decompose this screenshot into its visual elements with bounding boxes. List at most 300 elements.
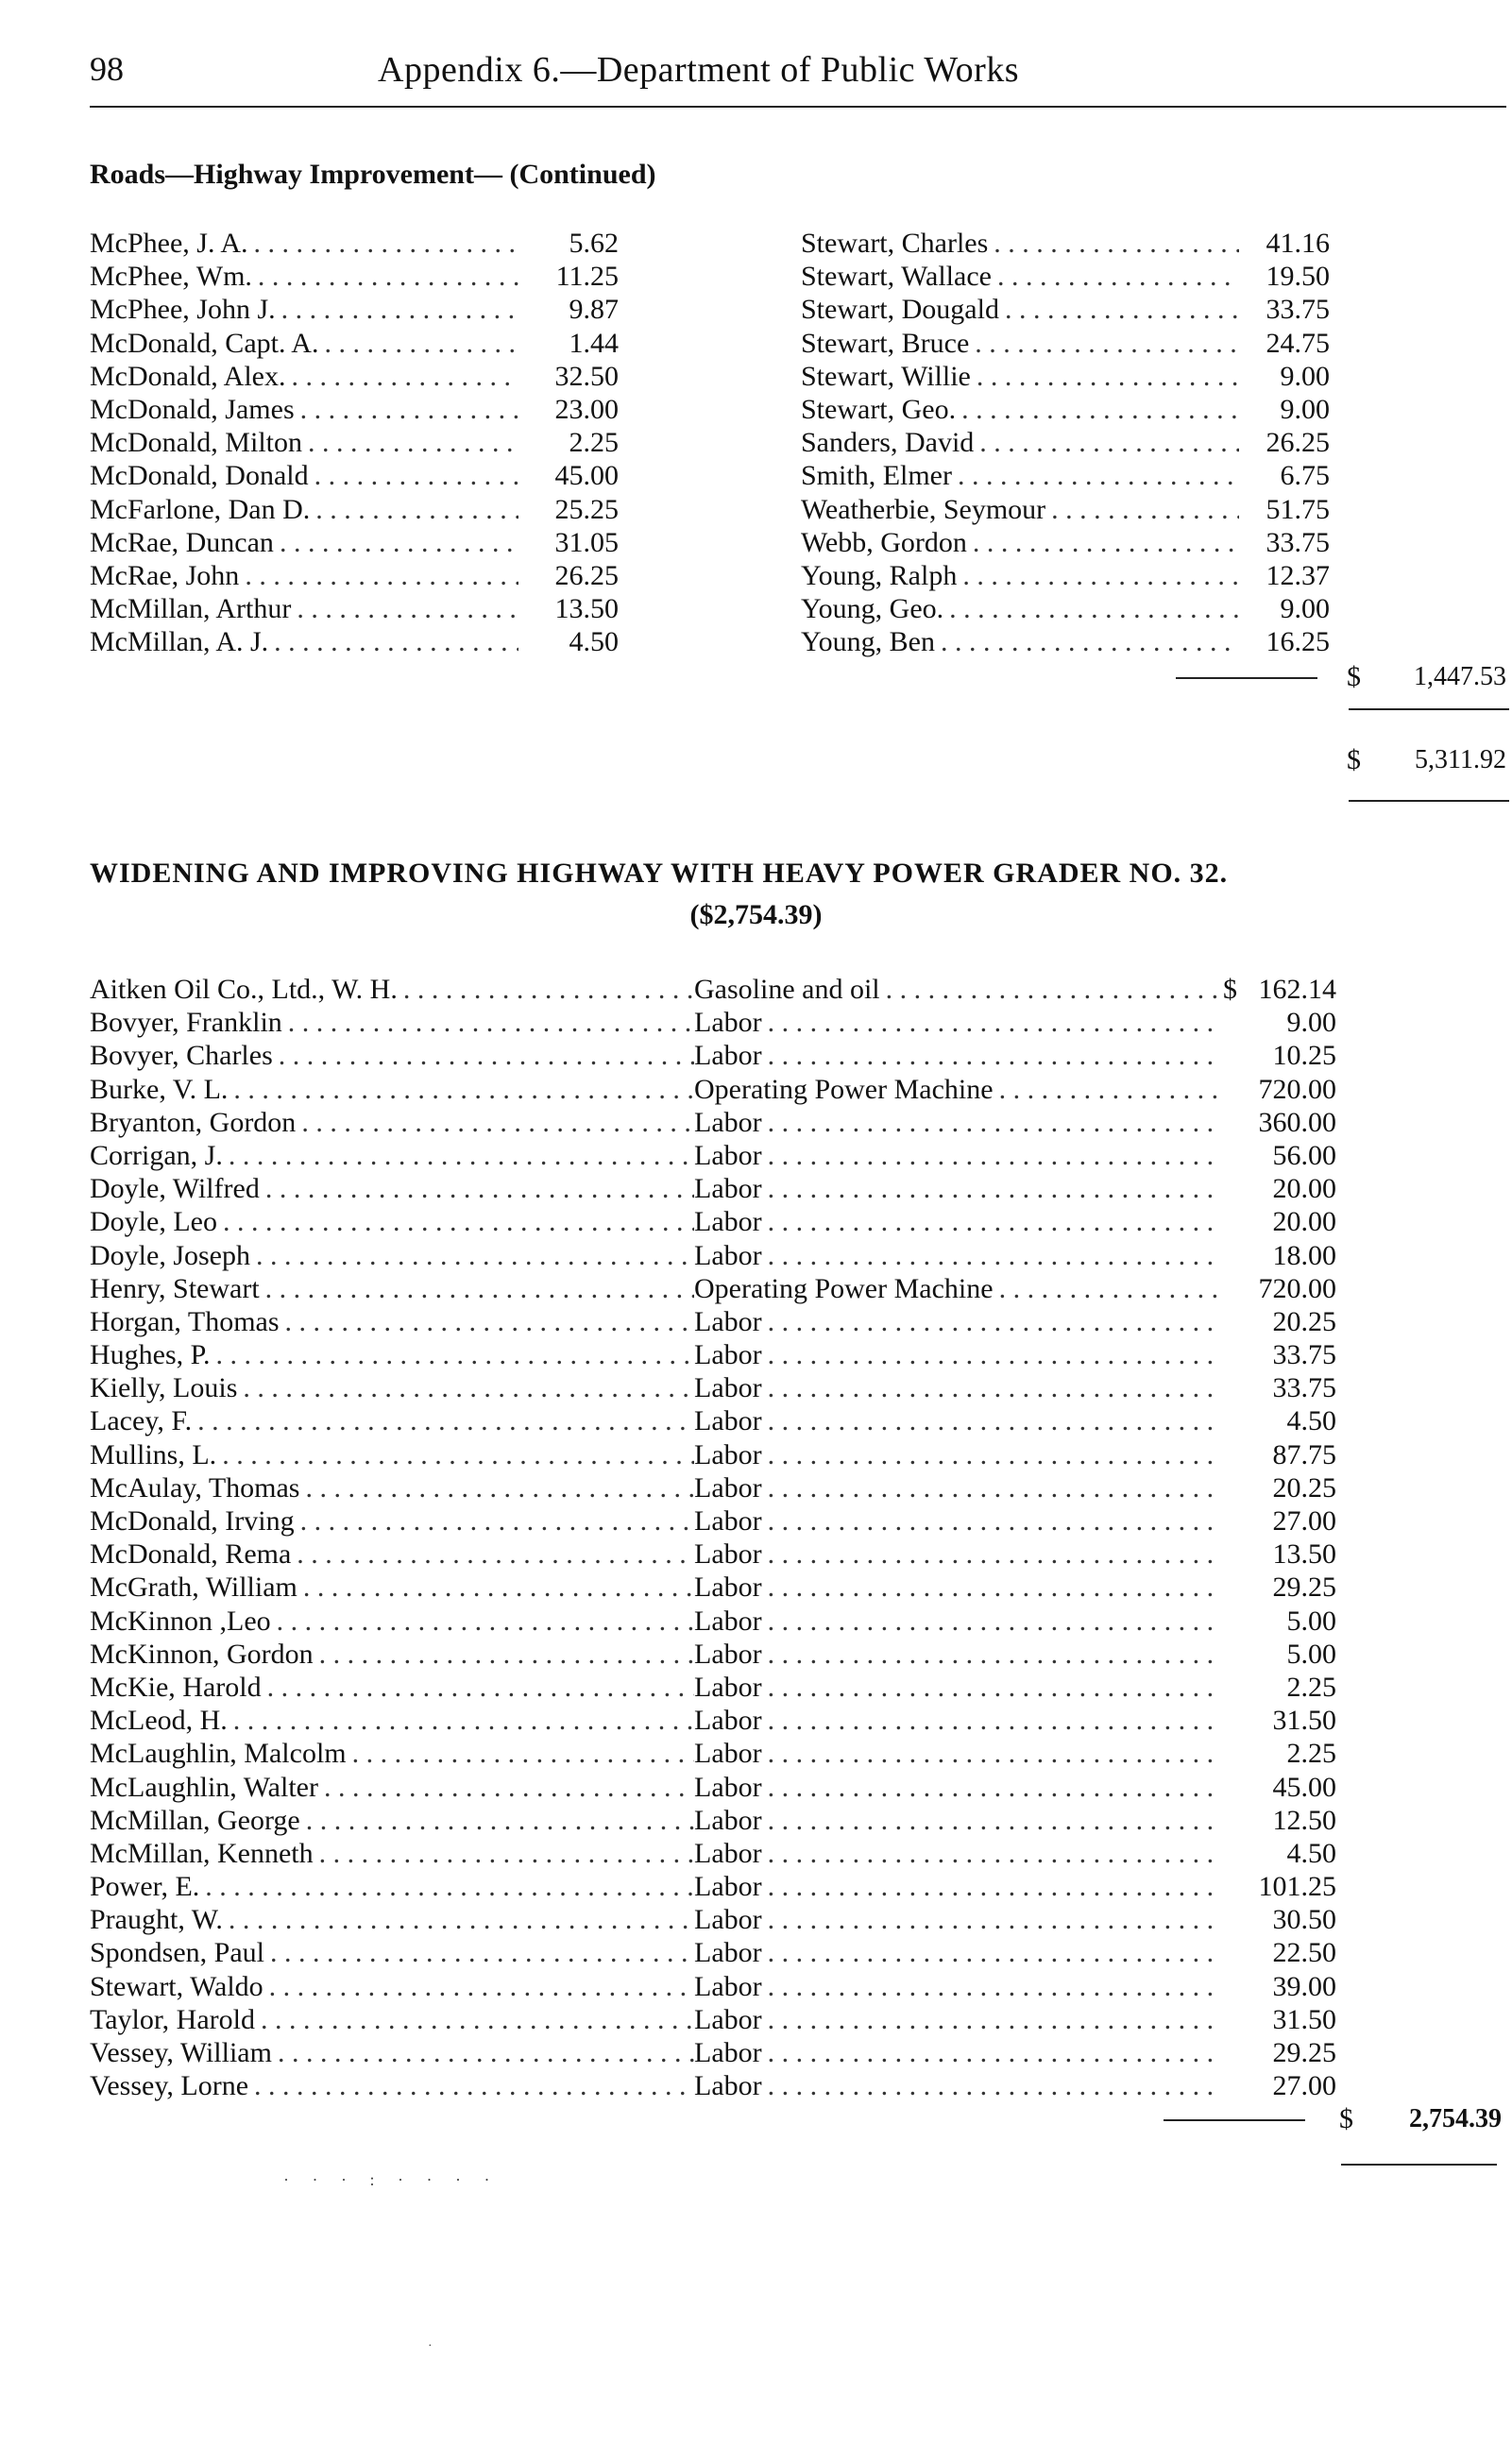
dot-leader (229, 1139, 694, 1172)
expense-amount: 27.00 (1272, 1505, 1336, 1537)
expense-name: McKie, Harold (90, 1671, 262, 1703)
payee-amount: 19.50 (1266, 261, 1330, 293)
expense-name: Aitken Oil Co., Ltd., W. H. (90, 974, 398, 1005)
expense-amount: 33.75 (1272, 1372, 1336, 1404)
expense-name: McMillan, Kenneth (90, 1837, 314, 1869)
payee-name: McPhee, John J. (90, 294, 276, 326)
expense-desc-cell (694, 2003, 1223, 2036)
expense-desc-cell (694, 1538, 1223, 1571)
expense-description: Labor (694, 1638, 762, 1670)
expense-row (90, 973, 1336, 1006)
section-subtitle: ($2,754.39) (689, 899, 823, 930)
expense-name-cell (90, 2003, 694, 2036)
dot-leader (1005, 293, 1239, 326)
payee-amount: 16.25 (1266, 626, 1330, 658)
expense-row (90, 1671, 1336, 1704)
dot-leader (999, 1073, 1219, 1106)
payee-name: McDonald, Alex. (90, 360, 286, 392)
expense-amount: 31.50 (1272, 2003, 1336, 2035)
expense-amount: 360.00 (1258, 1106, 1336, 1138)
dot-leader (222, 1438, 694, 1471)
expense-name-cell (90, 1073, 694, 1106)
expense-description: Labor (694, 1438, 762, 1470)
payee-name: McPhee, Wm. (90, 261, 252, 293)
payee-name: Young, Geo. (801, 593, 944, 625)
payee-name: McMillan, Arthur (90, 593, 292, 625)
expense-row (90, 1438, 1336, 1471)
expense-name-cell (90, 2069, 694, 2102)
dot-leader (233, 1704, 694, 1737)
payee-row (90, 493, 619, 526)
payee-row (90, 426, 619, 459)
dot-leader (999, 1272, 1219, 1305)
expense-amount: 56.00 (1272, 1139, 1336, 1171)
dot-leader (305, 1471, 694, 1504)
expense-amount: 45.00 (1272, 1771, 1336, 1803)
payee-amount: 5.62 (569, 228, 619, 259)
payee-row (801, 426, 1330, 459)
dot-leader (265, 1272, 694, 1305)
dot-leader (269, 1970, 694, 2003)
dot-leader (303, 1571, 694, 1604)
dot-leader (306, 1804, 694, 1837)
expense-name-cell (90, 1106, 694, 1139)
dot-leader (958, 459, 1239, 492)
expense-desc-cell (694, 1771, 1223, 1804)
expense-row (90, 2003, 1336, 2036)
expense-name-cell (90, 1571, 694, 1604)
dot-leader (768, 1605, 1219, 1638)
expense-description: Labor (694, 1239, 762, 1271)
dot-leader (768, 1704, 1219, 1737)
expense-amount: 162.14 (1258, 974, 1336, 1005)
dot-leader (768, 1438, 1219, 1471)
payee-list-left (90, 227, 619, 658)
expense-name: Bovyer, Franklin (90, 1007, 282, 1039)
expense-description: Labor (694, 1937, 762, 1969)
expense-description: Labor (694, 2037, 762, 2068)
dot-leader (265, 1172, 694, 1205)
payee-row (90, 360, 619, 393)
dot-leader (324, 1771, 694, 1804)
payee-amount: 12.37 (1266, 559, 1330, 591)
expense-row (90, 1272, 1336, 1305)
expense-desc-cell (694, 1371, 1223, 1404)
expense-name-cell (90, 973, 694, 1006)
expense-name-cell (90, 1371, 694, 1404)
expense-row (90, 1737, 1336, 1770)
payee-name: Weatherbie, Seymour (801, 493, 1046, 525)
grader-total-amount: 2,754.39 (1409, 2104, 1502, 2133)
expense-name: Hughes, P. (90, 1339, 211, 1371)
payee-amount: 13.50 (554, 593, 619, 625)
expense-row (90, 1638, 1336, 1671)
expense-row (90, 1073, 1336, 1106)
expense-row (90, 1970, 1336, 2003)
expense-name-cell (90, 1903, 694, 1936)
dot-leader (973, 526, 1239, 559)
expense-description: Labor (694, 1871, 762, 1903)
payee-name: Stewart, Geo. (801, 393, 957, 425)
grader-expense-table (90, 973, 1336, 2102)
dot-leader (319, 1837, 694, 1870)
dot-leader (768, 1404, 1219, 1437)
dot-leader (233, 1073, 694, 1106)
expense-name-cell (90, 1837, 694, 1870)
payee-row (90, 625, 619, 658)
expense-name: Stewart, Waldo (90, 1970, 263, 2002)
payee-row (801, 260, 1330, 293)
dot-leader (223, 1205, 694, 1238)
expense-description: Labor (694, 1970, 762, 2002)
expense-row (90, 1771, 1336, 1804)
dot-leader (314, 459, 518, 492)
payee-amount: 26.25 (554, 559, 619, 591)
dot-leader (768, 1771, 1219, 1804)
payee-row (90, 227, 619, 260)
expense-amount: 720.00 (1258, 1073, 1336, 1105)
dot-leader (768, 1870, 1219, 1903)
expense-name: Vessey, William (90, 2037, 272, 2068)
dot-leader (301, 1106, 694, 1139)
dot-leader (768, 1671, 1219, 1704)
subtotal-dollar-sign: $ (1347, 661, 1361, 692)
payee-row (801, 559, 1330, 592)
expense-amount: 5.00 (1286, 1605, 1336, 1637)
payee-row (801, 592, 1330, 625)
expense-row (90, 1172, 1336, 1205)
expense-name: McGrath, William (90, 1572, 297, 1604)
dot-leader (197, 1404, 694, 1437)
expense-amount: 20.25 (1272, 1471, 1336, 1504)
payee-amount: 9.00 (1280, 360, 1330, 392)
expense-name-cell (90, 1804, 694, 1837)
payee-name: Smith, Elmer (801, 460, 952, 492)
expense-name: McLaughlin, Malcolm (90, 1738, 347, 1770)
expense-desc-cell (694, 1936, 1223, 1969)
subtotal-amount: 1,447.53 (1414, 662, 1506, 691)
expense-name: Doyle, Joseph (90, 1239, 250, 1271)
dot-leader (941, 625, 1239, 658)
dot-leader (975, 327, 1239, 360)
header-rule (90, 106, 1506, 108)
dot-leader (768, 1371, 1219, 1404)
expense-description: Labor (694, 1572, 762, 1604)
dot-leader (997, 260, 1239, 293)
subtotal-rule (1176, 677, 1317, 679)
expense-name: Corrigan, J. (90, 1139, 223, 1171)
expense-name-cell (90, 1671, 694, 1704)
expense-description: Operating Power Machine (694, 1272, 994, 1304)
expense-name-cell (90, 1936, 694, 1969)
payee-row (801, 293, 1330, 326)
dot-leader (768, 1172, 1219, 1205)
payee-name: Young, Ben (801, 626, 935, 658)
payee-name: McDonald, Capt. A. (90, 327, 319, 359)
print-speckle: · · · : · · · · (283, 2170, 500, 2189)
grader-subtotal-rule (1164, 2119, 1305, 2121)
expense-amount: 10.25 (1272, 1040, 1336, 1072)
section-total-amount: 5,311.92 (1415, 745, 1506, 774)
expense-description: Labor (694, 1173, 762, 1205)
expense-desc-cell (694, 1605, 1223, 1638)
dot-leader (768, 1504, 1219, 1538)
expense-amount: 33.75 (1272, 1339, 1336, 1371)
dot-leader (258, 260, 518, 293)
expense-amount: 20.00 (1272, 1206, 1336, 1238)
expense-amount: 29.25 (1272, 1572, 1336, 1604)
dot-leader (277, 1605, 694, 1638)
expense-name-cell (90, 1638, 694, 1671)
expense-row (90, 1404, 1336, 1437)
continued-heading: Roads—Highway Improvement— (Continued) (90, 159, 656, 190)
payee-amount: 33.75 (1266, 294, 1330, 326)
expense-description: Labor (694, 1837, 762, 1869)
payee-list-right (801, 227, 1330, 658)
expense-description: Labor (694, 1139, 762, 1171)
dot-leader (254, 2069, 694, 2102)
expense-desc-cell (694, 1804, 1223, 1837)
expense-description: Labor (694, 1106, 762, 1138)
expense-description: Labor (694, 1605, 762, 1637)
expense-description: Labor (694, 1305, 762, 1337)
expense-amount: 20.25 (1272, 1305, 1336, 1337)
expense-name: Praught, W. (90, 1904, 223, 1936)
expense-description: Labor (694, 1339, 762, 1371)
expense-desc-cell (694, 1106, 1223, 1139)
expense-description: Labor (694, 1405, 762, 1437)
expense-description: Labor (694, 1007, 762, 1039)
payee-amount: 31.05 (554, 526, 619, 558)
dot-leader (994, 227, 1239, 260)
expense-name-cell (90, 2036, 694, 2069)
expense-desc-cell (694, 1870, 1223, 1903)
expense-amount: 5.00 (1286, 1638, 1336, 1670)
expense-row (90, 1837, 1336, 1870)
payee-amount: 6.75 (1280, 460, 1330, 492)
expense-row (90, 1471, 1336, 1504)
expense-name-cell (90, 1272, 694, 1305)
payee-name: McDonald, Milton (90, 427, 302, 459)
expense-row (90, 1538, 1336, 1571)
payee-row (801, 227, 1330, 260)
expense-name-cell (90, 1538, 694, 1571)
expense-desc-cell (694, 1671, 1223, 1704)
expense-row (90, 1338, 1336, 1371)
expense-amount: 18.00 (1272, 1239, 1336, 1271)
expense-row (90, 1006, 1336, 1039)
dot-leader (768, 1139, 1219, 1172)
dot-leader (768, 2069, 1219, 2102)
expense-amount: 2.25 (1286, 1671, 1336, 1703)
payee-amount: 24.75 (1266, 327, 1330, 359)
expense-amount: 39.00 (1272, 1970, 1336, 2002)
expense-name: Lacey, F. (90, 1405, 193, 1437)
dot-leader (768, 1039, 1219, 1072)
dot-leader (962, 559, 1239, 592)
dot-leader (886, 973, 1219, 1006)
expense-name-cell (90, 1970, 694, 2003)
expense-name: McDonald, Irving (90, 1505, 295, 1537)
payee-name: Young, Ralph (801, 559, 958, 591)
dot-leader (768, 1936, 1219, 1969)
expense-description: Labor (694, 1372, 762, 1404)
payee-name: Stewart, Willie (801, 360, 971, 392)
expense-amount: 13.50 (1272, 1538, 1336, 1571)
expense-dollar-sign: $ (1223, 974, 1237, 1005)
expense-name-cell (90, 1172, 694, 1205)
expense-name: McMillan, George (90, 1804, 300, 1836)
expense-name: Bovyer, Charles (90, 1040, 273, 1072)
expense-amount: 101.25 (1258, 1871, 1336, 1903)
dot-leader (245, 559, 518, 592)
expense-desc-cell (694, 2069, 1223, 2102)
dot-leader (352, 1737, 694, 1770)
expense-name-cell (90, 1404, 694, 1437)
expense-desc-cell (694, 1305, 1223, 1338)
expense-name: McDonald, Rema (90, 1538, 292, 1571)
dot-leader (768, 1305, 1219, 1338)
dot-leader (768, 1804, 1219, 1837)
expense-row (90, 2069, 1336, 2102)
payee-amount: 33.75 (1266, 526, 1330, 558)
dot-leader (768, 1737, 1219, 1770)
expense-row (90, 1903, 1336, 1936)
payee-amount: 1.44 (569, 327, 619, 359)
expense-description: Labor (694, 1904, 762, 1936)
dot-leader (308, 426, 518, 459)
expense-name-cell (90, 1504, 694, 1538)
expense-row (90, 1936, 1336, 1969)
expense-amount: 31.50 (1272, 1705, 1336, 1737)
payee-row (90, 327, 619, 360)
expense-description: Labor (694, 1040, 762, 1072)
payee-row (801, 327, 1330, 360)
dot-leader (403, 973, 694, 1006)
payee-amount: 23.00 (554, 393, 619, 425)
expense-name: Burke, V. L. (90, 1073, 229, 1105)
payee-amount: 25.25 (554, 493, 619, 525)
expense-description: Labor (694, 2003, 762, 2035)
expense-description: Labor (694, 1804, 762, 1836)
payee-row (90, 293, 619, 326)
expense-row (90, 1239, 1336, 1272)
payee-row (801, 393, 1330, 426)
dot-leader (768, 1538, 1219, 1571)
expense-amount: 4.50 (1286, 1405, 1336, 1437)
dot-leader (256, 1239, 694, 1272)
dot-leader (280, 526, 518, 559)
expense-row (90, 1205, 1336, 1238)
expense-desc-cell (694, 1638, 1223, 1671)
payee-amount: 45.00 (554, 460, 619, 492)
expense-row (90, 1704, 1336, 1737)
dot-leader (961, 393, 1239, 426)
payee-row (801, 625, 1330, 658)
expense-description: Gasoline and oil (694, 974, 880, 1005)
dot-leader (315, 493, 518, 526)
payee-amount: 9.00 (1280, 393, 1330, 425)
dot-leader (768, 2036, 1219, 2069)
dot-leader (279, 1039, 694, 1072)
expense-name: Vessey, Lorne (90, 2070, 249, 2102)
payee-name: Stewart, Wallace (801, 261, 992, 293)
expense-description: Operating Power Machine (694, 1073, 994, 1105)
payee-amount: 4.50 (569, 626, 619, 658)
expense-name: Bryanton, Gordon (90, 1106, 297, 1138)
payee-name: McDonald, Donald (90, 460, 309, 492)
payee-name: McPhee, J. A. (90, 228, 248, 259)
dot-leader (768, 1338, 1219, 1371)
dot-leader (949, 592, 1239, 625)
expense-row (90, 1571, 1336, 1604)
expense-name: McKinnon ,Leo (90, 1605, 271, 1637)
expense-name-cell (90, 1605, 694, 1638)
dot-leader (285, 1305, 694, 1338)
expense-name: McAulay, Thomas (90, 1471, 300, 1504)
payee-row (801, 459, 1330, 492)
expense-desc-cell (694, 1438, 1223, 1471)
dot-leader (267, 1671, 694, 1704)
payee-row (90, 260, 619, 293)
expense-name-cell (90, 1205, 694, 1238)
expense-name-cell (90, 1338, 694, 1371)
expense-name-cell (90, 1704, 694, 1737)
expense-name-cell (90, 1771, 694, 1804)
expense-desc-cell (694, 1471, 1223, 1504)
expense-name-cell (90, 1039, 694, 1072)
expense-amount: 87.75 (1272, 1438, 1336, 1470)
expense-amount: 27.00 (1272, 2070, 1336, 2102)
dot-leader (768, 2003, 1219, 2036)
expense-name-cell (90, 1438, 694, 1471)
expense-row (90, 1039, 1336, 1072)
expense-description: Labor (694, 1771, 762, 1803)
dot-leader (768, 1571, 1219, 1604)
expense-row (90, 1504, 1336, 1538)
expense-desc-cell (694, 2036, 1223, 2069)
dot-leader (768, 1239, 1219, 1272)
expense-description: Labor (694, 1738, 762, 1770)
expense-description: Labor (694, 1206, 762, 1238)
total-rule-bottom (1349, 800, 1509, 802)
expense-desc-cell (694, 1239, 1223, 1272)
expense-desc-cell (694, 1139, 1223, 1172)
payee-name: McDonald, James (90, 393, 295, 425)
dot-leader (768, 1471, 1219, 1504)
expense-name: Doyle, Leo (90, 1206, 217, 1238)
payee-amount: 41.16 (1266, 228, 1330, 259)
expense-desc-cell (694, 1903, 1223, 1936)
expense-desc-cell (694, 1039, 1223, 1072)
expense-amount: 2.25 (1286, 1738, 1336, 1770)
dot-leader (297, 592, 518, 625)
expense-name-cell (90, 1006, 694, 1039)
dot-leader (768, 1970, 1219, 2003)
dot-leader (216, 1338, 694, 1371)
payee-amount: 9.00 (1280, 593, 1330, 625)
expense-name: Henry, Stewart (90, 1272, 260, 1304)
expense-name-cell (90, 1737, 694, 1770)
payee-name: Sanders, David (801, 427, 975, 459)
expense-amount: 22.50 (1272, 1937, 1336, 1969)
expense-name: Doyle, Wilfred (90, 1173, 260, 1205)
expense-desc-cell (694, 1272, 1223, 1305)
dot-leader (768, 1205, 1219, 1238)
expense-amount: 720.00 (1258, 1272, 1336, 1304)
payee-row (90, 526, 619, 559)
grader-total-dollar-sign: $ (1339, 2103, 1353, 2134)
